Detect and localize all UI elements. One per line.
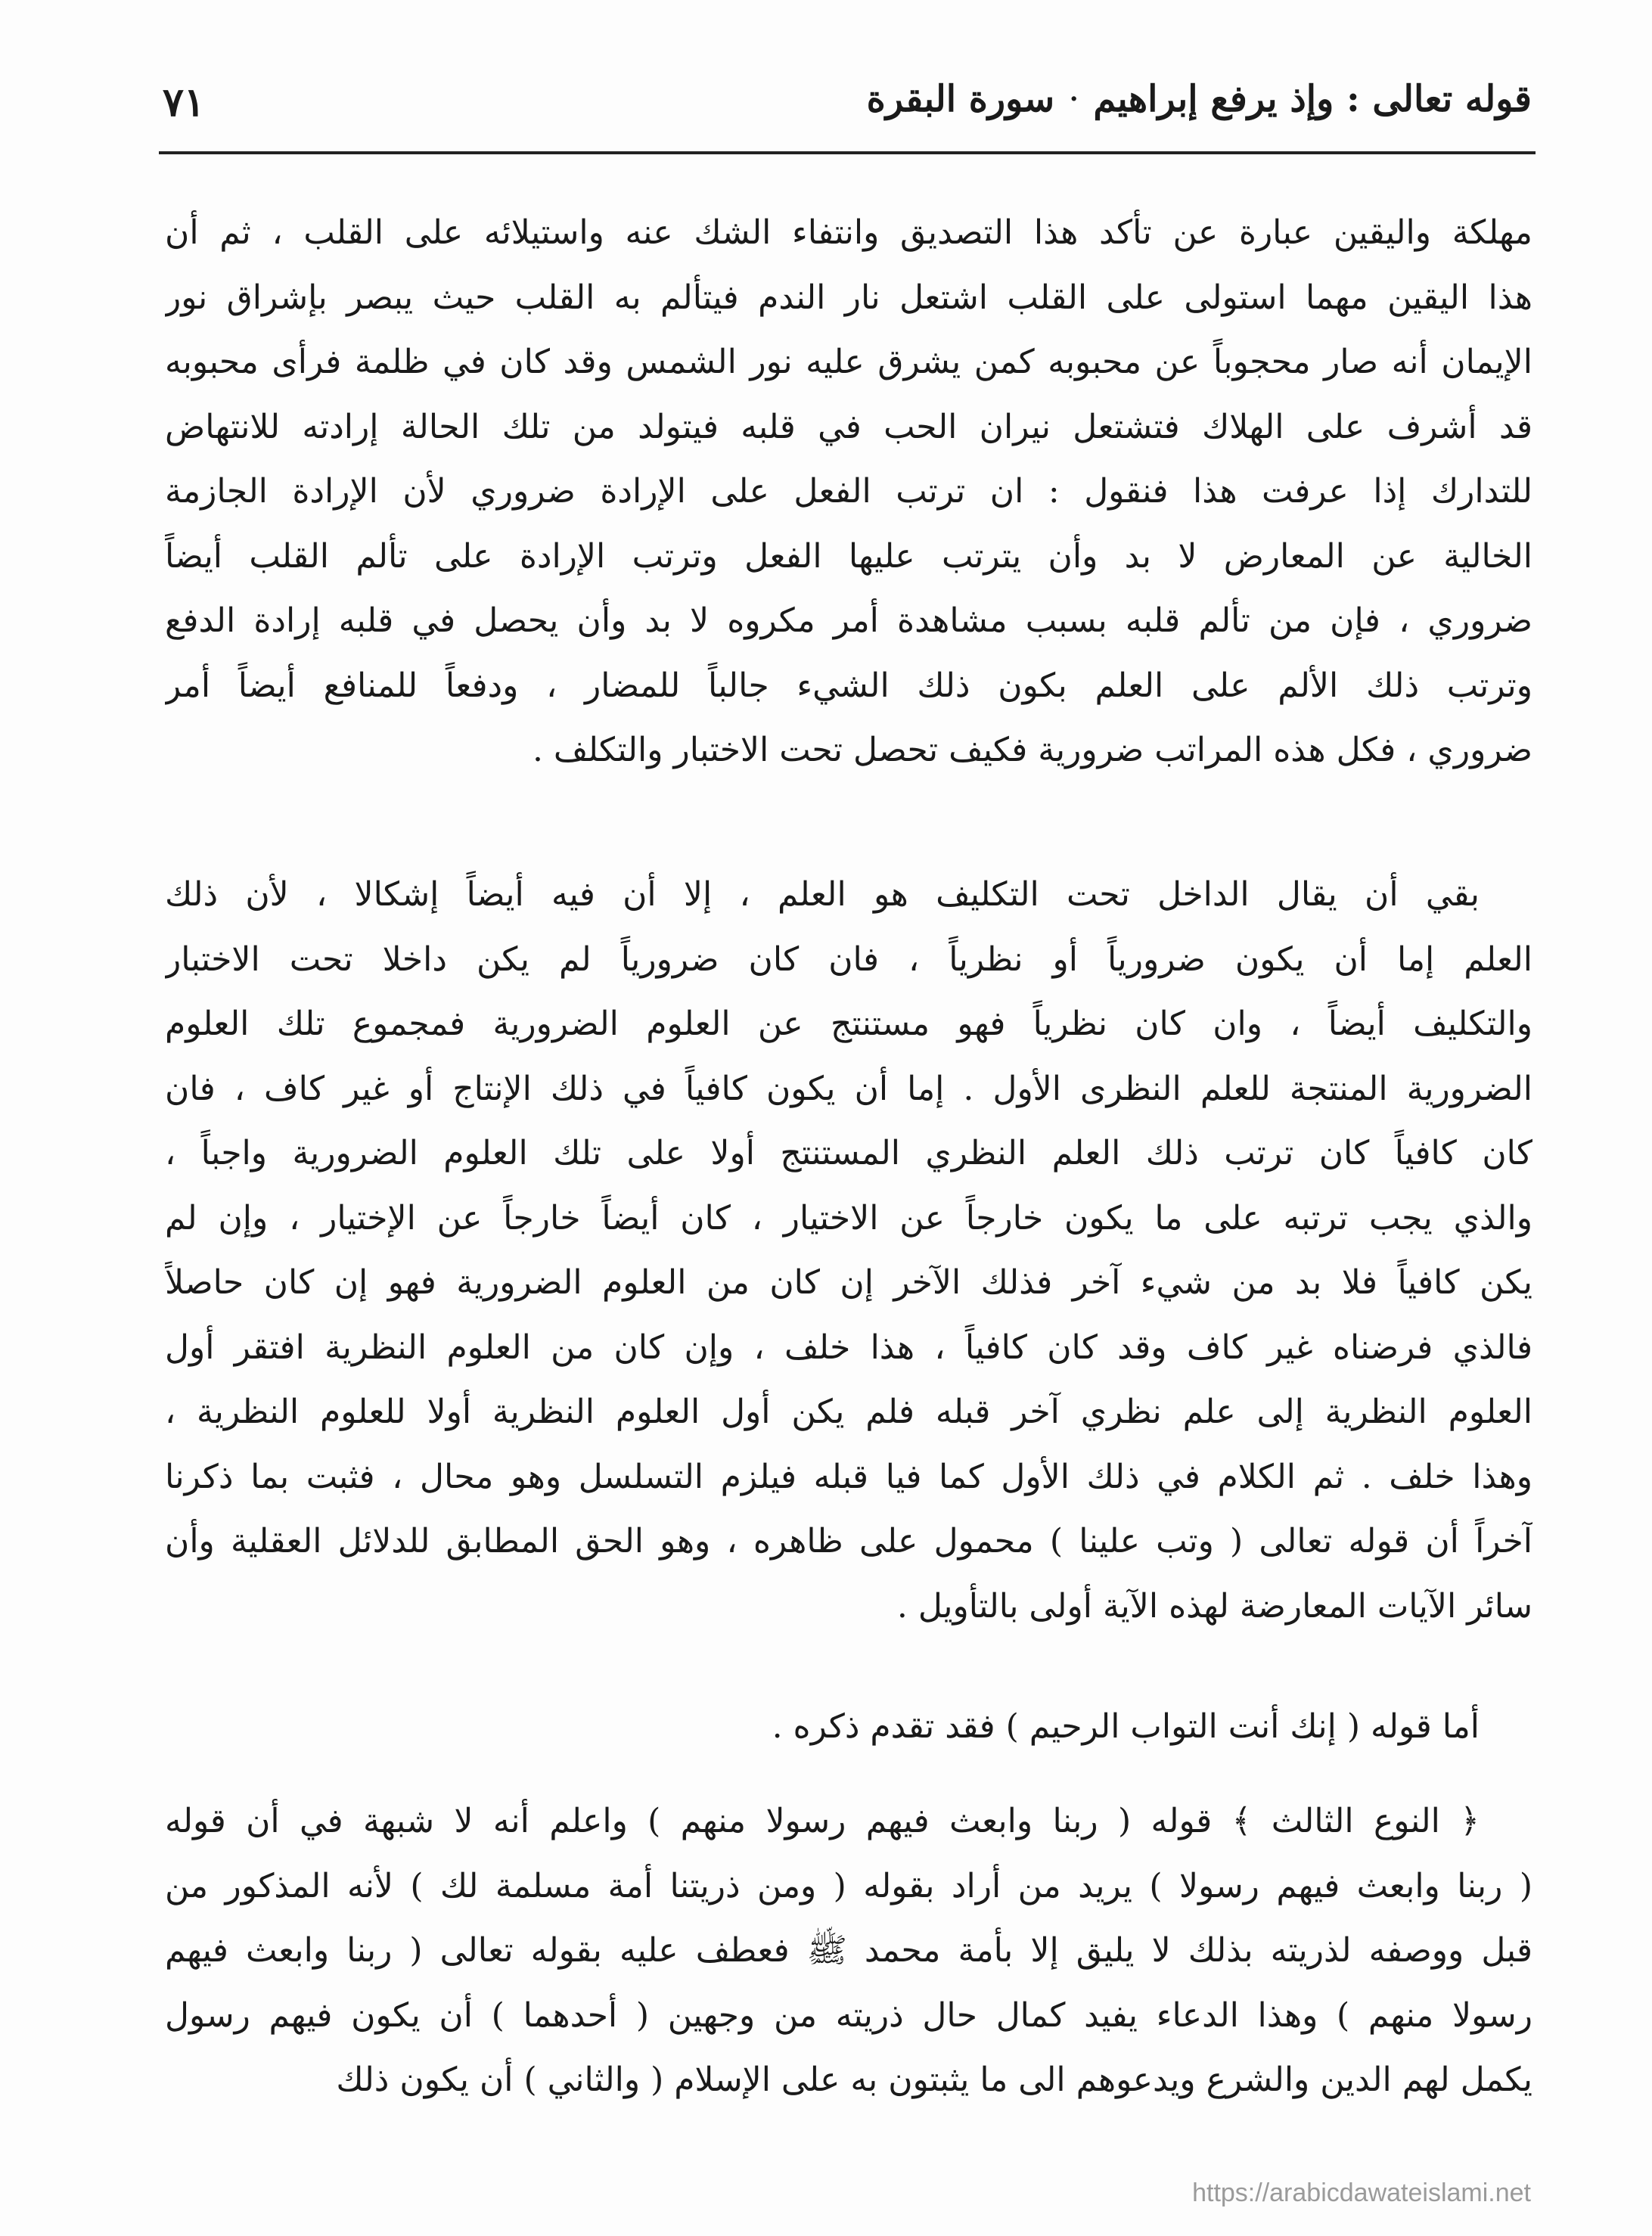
- text-line: العلم إما أن يكون ضرورياً أو نظرياً ، فان كان ضرورياً لم يكن داخلا تحت الاختبار: [165, 939, 1532, 979]
- text-line: كان كافياً كان ترتب ذلك العلم النظري المستنتج أولا على تلك العلوم الضرورية واجباً ،: [165, 1134, 1532, 1172]
- header-rule: [159, 151, 1536, 154]
- text-line: والتكليف أيضاً ، وان كان نظرياً فهو مستنتج عن العلوم الضرورية فمجموع تلك العلوم: [165, 1005, 1532, 1043]
- text-line: للتدارك إذا عرفت هذا فنقول : ان ترتب الفعل على الإرادة ضروري لأن الإرادة الجازمة: [165, 472, 1532, 511]
- running-title: [867, 78, 1532, 120]
- text-line: آخراً أن قوله تعالى ( وتب علينا ) محمول على ظاهره ، وهو الحق المطابق للدلائل العقلية وأن: [165, 1522, 1532, 1561]
- paragraph-1: [165, 200, 1532, 783]
- paragraph-3: [165, 1694, 1532, 1759]
- running-title-verse: قوله تعالى : وإذ يرفع إبراهيم: [1093, 78, 1532, 120]
- text-line: بقي أن يقال الداخل تحت التكليف هو العلم ، إلا أن فيه أيضاً إشكالا ، لأن ذلك: [165, 875, 1480, 914]
- text-line: ﴿ النوع الثالث ﴾ قوله ( ربنا وابعث فيهم رسولا منهم ) واعلم أنه لا شبهة في أن قوله: [165, 1802, 1480, 1840]
- text-line: قبل ووصفه لذريته بذلك لا يليق إلا بأمة محمد ﷺ فعطف عليه بقوله تعالى ( ربنا وابعث فيهم: [165, 1931, 1532, 1970]
- text-line: الإيمان أنه صار محجوباً عن محبوبه كمن يشرق عليه نور الشمس وقد كان في ظلمة فرأى محبوبه: [165, 343, 1532, 381]
- text-line: رسولا منهم ) وهذا الدعاء يفيد كمال حال ذريته من وجهين ( أحدهما ) أن يكون فيهم رسول: [165, 1995, 1532, 2035]
- text-line: وهذا خلف . ثم الكلام في ذلك الأول كما فيا قبله فيلزم التسلسل وهو محال ، فثبت بما ذكرنا: [165, 1457, 1532, 1496]
- text-line: يكمل لهم الدين والشرع ويدعوهم الى ما يثبتون به على الإسلام ( والثاني ) أن يكون ذلك: [336, 2061, 1532, 2099]
- text-line: الضرورية المنتجة للعلم النظرى الأول . إما أن يكون كافياً في ذلك الإنتاج أو غير كاف ، فان: [165, 1069, 1532, 1108]
- text-line: أما قوله ( إنك أنت التواب الرحيم ) فقد تقدم ذكره .: [772, 1707, 1480, 1746]
- text-line: وترتب ذلك الألم على العلم بكون ذلك الشيء جالباً للمضار ، ودفعاً للمنافع أيضاً أمر: [165, 666, 1532, 705]
- paragraph-4: [165, 1789, 1532, 2113]
- running-title-separator: ·: [1068, 78, 1080, 120]
- running-title-surah: سورة البقرة: [866, 78, 1055, 120]
- text-line: ضروري ، فإن من تألم قلبه بسبب مشاهدة أمر مكروه لا بد وأن يحصل في قلبه إرادة الدفع: [165, 601, 1532, 640]
- text-line: والذي يجب ترتبه على ما يكون خارجاً عن الاختيار ، كان أيضاً خارجاً عن الإختيار ، وإن لم: [165, 1198, 1532, 1238]
- text-line: سائر الآيات المعارضة لهذه الآية أولى بالتأويل .: [896, 1586, 1532, 1626]
- text-line: فالذي فرضناه غير كاف وقد كان كافياً ، هذا خلف ، وإن كان من العلوم النظرية افتقر أول: [165, 1328, 1532, 1367]
- text-line: قد أشرف على الهلاك فتشتعل نيران الحب في قلبه فيتولد من تلك الحالة إرادته للانتهاض: [165, 407, 1532, 446]
- text-line: ( ربنا وابعث فيهم رسولا ) يريد من أراد بقوله ( ومن ذريتنا أمة مسلمة لك ) لأنه المذكور من: [165, 1866, 1532, 1905]
- text-line: الخالية عن المعارض لا بد وأن يترتب عليها الفعل وترتب الإرادة على تألم القلب أيضاً: [165, 536, 1532, 576]
- page-number: ٧١: [163, 79, 205, 126]
- text-line: ضروري ، فكل هذه المراتب ضرورية فكيف تحصل تحت الاختبار والتكلف .: [532, 731, 1532, 769]
- paragraph-2: [165, 862, 1532, 1638]
- watermark: https://arabicdawateislami.net: [1192, 2179, 1531, 2207]
- text-line: يكن كافياً فلا بد من شيء آخر فذلك الآخر إن كان من العلوم الضرورية فهو إن كان حاصلاً: [165, 1263, 1532, 1302]
- text-line: هذا اليقين مهما استولى على القلب اشتعل نار الندم فيتألم به القلب حيث يبصر بإشراق نور: [165, 278, 1532, 317]
- running-header: [163, 72, 1532, 155]
- text-line: العلوم النظرية إلى علم نظري آخر قبله فلم يكن أول العلوم النظرية أولا للعلوم النظرية ،: [165, 1393, 1532, 1431]
- text-line: مهلكة واليقين عبارة عن تأكد هذا التصديق وانتفاء الشك عنه واستيلائه على القلب ، ثم أن: [165, 213, 1532, 252]
